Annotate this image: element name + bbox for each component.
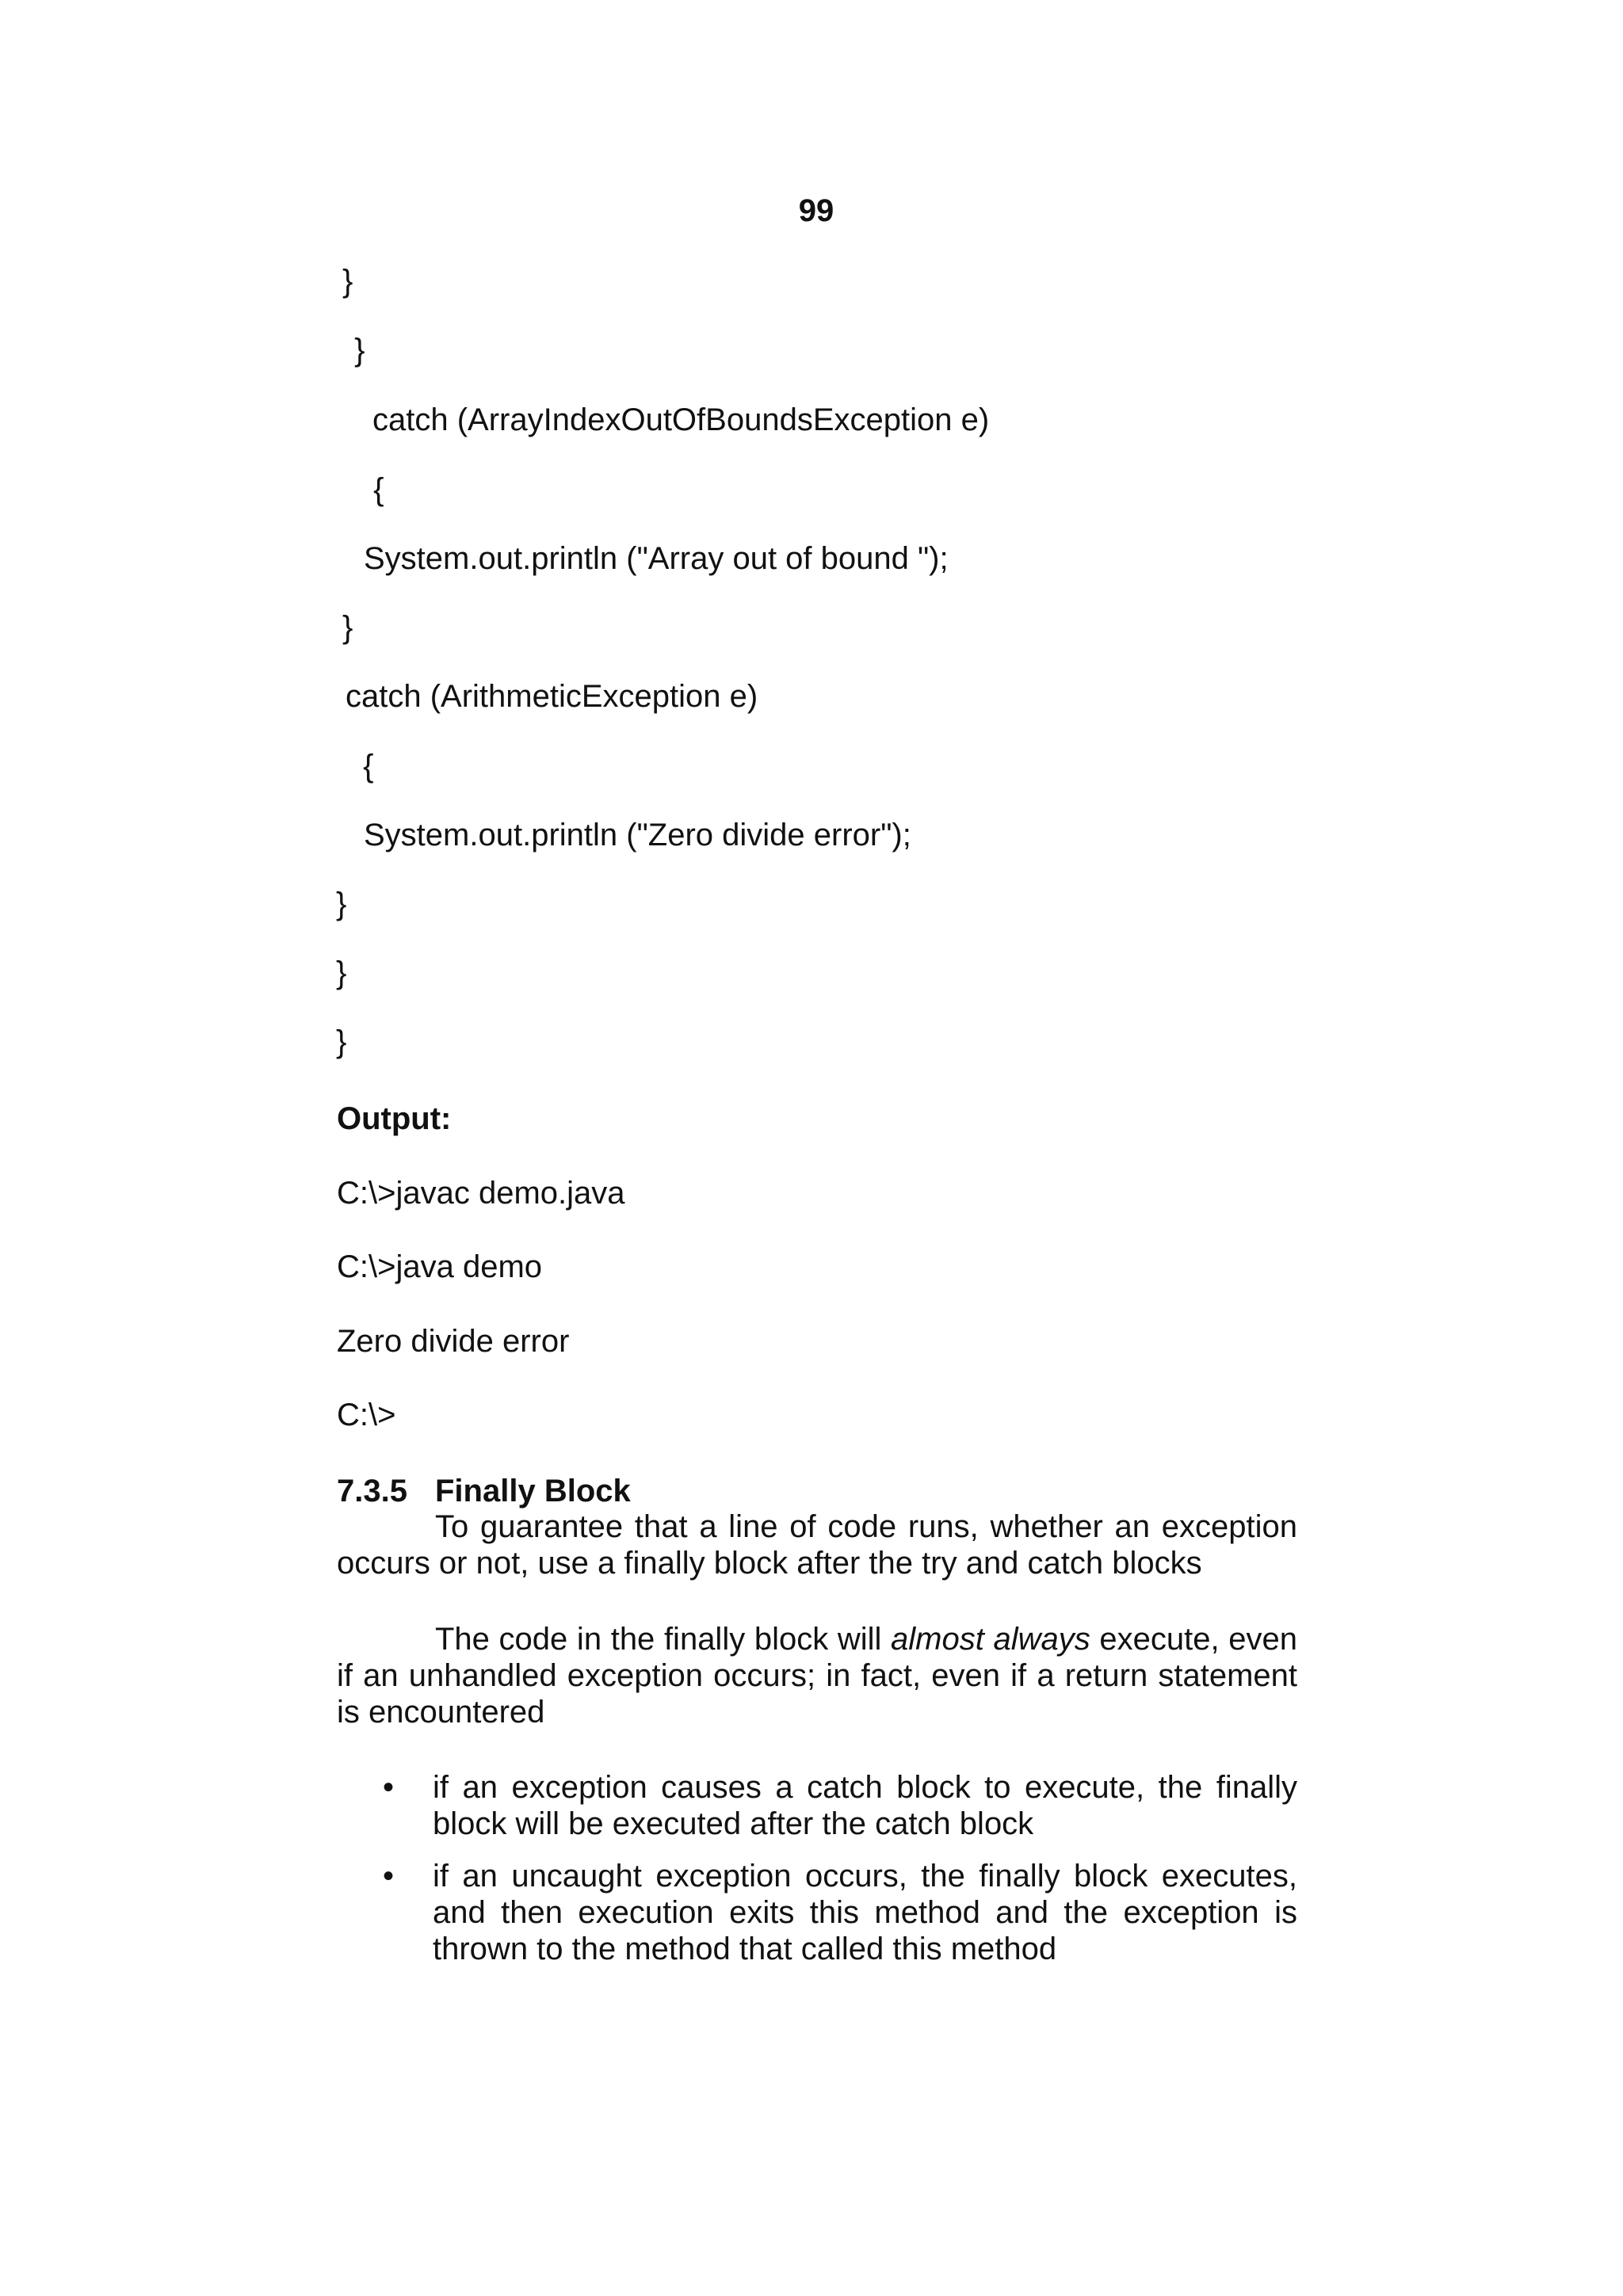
code-line: } [342, 610, 353, 645]
code-line: } [346, 333, 365, 368]
code-line: } [336, 887, 347, 921]
code-line: } [336, 955, 347, 990]
bullet-icon: • [383, 1859, 395, 1894]
code-line: { [354, 749, 374, 784]
section-title: Finally Block [435, 1474, 631, 1508]
emphasis-almost-always: almost always [891, 1622, 1090, 1657]
output-line: C:\> [337, 1398, 396, 1432]
output-line: Zero divide error [337, 1324, 570, 1359]
code-line: { [365, 472, 384, 507]
code-line: System.out.println ("Array out of bound "); [364, 541, 949, 576]
code-line: System.out.println ("Zero divide error"); [364, 818, 911, 852]
section-number: 7.3.5 [337, 1474, 407, 1508]
code-line: catch (ArrayIndexOutOfBoundsException e) [372, 402, 990, 437]
bullet-item [337, 1769, 1297, 1842]
code-line: } [342, 264, 353, 299]
bullet-item [337, 1858, 1297, 1967]
bullet-text: if an exception causes a catch block to execute, the finally block will be executed after the catch block [433, 1770, 1297, 1841]
output-line: C:\>java demo [337, 1249, 543, 1284]
output-line: C:\>javac demo.java [337, 1176, 625, 1211]
paragraph-text-after: execute, even if an unhandled exception occurs; in fact, even if a return statement is encountered [337, 1622, 1297, 1730]
bullet-list [337, 1769, 1297, 1983]
section-heading [337, 1472, 631, 1510]
paragraph-almost-always [337, 1621, 1297, 1730]
code-line: catch (ArithmeticException e) [346, 679, 758, 714]
paragraph-intro-text: To guarantee that a line of code runs, whether an exception occurs or not, use a finally block after the try and catch blocks [337, 1509, 1297, 1581]
code-line: } [336, 1024, 347, 1059]
page-number: 99 [798, 193, 834, 228]
output-label: Output: [337, 1101, 452, 1136]
bullet-icon: • [383, 1770, 395, 1805]
paragraph-intro [337, 1508, 1297, 1581]
bullet-text: if an uncaught exception occurs, the finally block executes, and then execution exits this method and the exception is thrown to the method that called this method [433, 1859, 1297, 1966]
paragraph-text-before: The code in the finally block will [435, 1622, 892, 1657]
